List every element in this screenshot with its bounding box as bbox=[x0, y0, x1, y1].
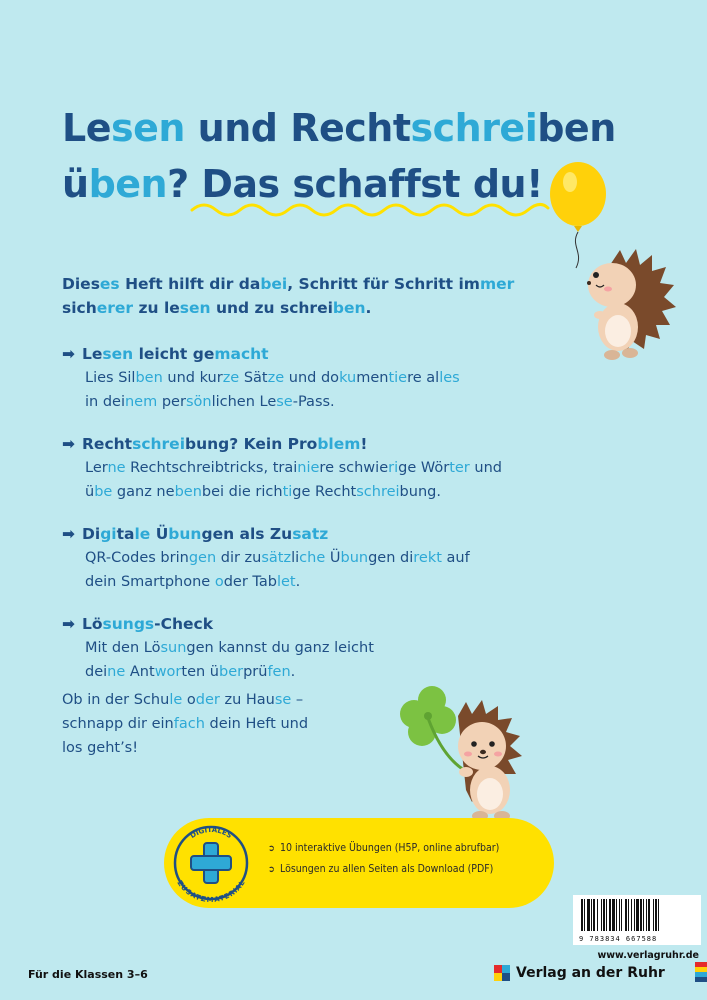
text-segment: Dies bbox=[62, 275, 100, 293]
closing-line bbox=[62, 712, 382, 736]
arrow-right-icon: ➡ bbox=[62, 525, 75, 543]
barcode-bar bbox=[648, 899, 650, 931]
text-segment: sich bbox=[62, 299, 97, 317]
text-segment: le bbox=[134, 525, 151, 543]
text-segment: ze bbox=[222, 370, 240, 386]
barcode-bar bbox=[631, 899, 632, 931]
text-segment: gen als Zu bbox=[201, 525, 293, 543]
text-segment: ü bbox=[85, 484, 95, 500]
barcode-bar bbox=[581, 899, 583, 931]
publisher-name: Verlag an der Ruhr bbox=[516, 965, 665, 981]
hedgehog-clover-illustration bbox=[392, 686, 542, 821]
feature-text-line bbox=[62, 456, 622, 480]
badge-text-top: DIGITALES bbox=[188, 825, 234, 841]
text-segment: bung? Kein Pro bbox=[185, 435, 318, 453]
barcode-bar bbox=[597, 899, 598, 931]
isbn-barcode bbox=[573, 895, 701, 945]
hedgehog-balloon-illustration bbox=[570, 245, 680, 375]
text-segment: ku bbox=[339, 370, 357, 386]
text-segment: ten ü bbox=[181, 664, 219, 680]
text-segment: ne bbox=[107, 664, 126, 680]
arrow-right-icon: ➡ bbox=[62, 345, 75, 363]
text-segment: ne bbox=[107, 460, 126, 476]
text-segment: nem bbox=[124, 394, 158, 410]
text-segment: sungs bbox=[102, 615, 155, 633]
feature-text-line bbox=[62, 660, 622, 684]
text-segment: in dei bbox=[85, 394, 125, 410]
feature-digital bbox=[62, 522, 622, 594]
text-segment: gen di bbox=[368, 550, 414, 566]
feature-heading bbox=[82, 435, 367, 453]
text-segment: ri bbox=[388, 460, 399, 476]
barcode-bar bbox=[653, 899, 654, 931]
text-segment: per bbox=[157, 394, 186, 410]
arrow-circle-icon: ➲ bbox=[268, 844, 275, 854]
feature-heading bbox=[82, 615, 213, 633]
barcode-bar bbox=[584, 899, 585, 931]
text-segment: fen bbox=[267, 664, 291, 680]
barcode-bar bbox=[628, 899, 629, 931]
text-segment: Ü bbox=[325, 550, 341, 566]
text-segment: ben bbox=[88, 162, 168, 206]
text-segment: Ant bbox=[125, 664, 155, 680]
text-segment: Heft hilft dir da bbox=[119, 275, 261, 293]
text-segment: prü bbox=[243, 664, 268, 680]
feature-heading bbox=[82, 345, 269, 363]
text-segment: Le bbox=[82, 345, 103, 363]
headline bbox=[62, 100, 622, 212]
text-segment: ben bbox=[174, 484, 202, 500]
text-segment: ben bbox=[135, 370, 163, 386]
text-segment: Le bbox=[62, 106, 111, 150]
feature-text-line bbox=[62, 480, 622, 504]
barcode-bar bbox=[593, 899, 595, 931]
text-segment: bei bbox=[260, 275, 288, 293]
barcode-bars bbox=[581, 899, 693, 931]
text-segment: zu le bbox=[133, 299, 180, 317]
text-segment: be bbox=[94, 484, 113, 500]
text-segment: Mit den Lö bbox=[85, 640, 161, 656]
digital-bonus-item: ➲ 10 interaktive Übungen (H5P, online abrufbar) bbox=[268, 838, 499, 859]
feature-text-line bbox=[62, 636, 622, 660]
text-segment: dir zu bbox=[216, 550, 262, 566]
barcode-bar bbox=[609, 899, 611, 931]
text-segment: macht bbox=[214, 345, 269, 363]
digital-bonus-item: ➲ Lösungen zu allen Seiten als Download (PDF) bbox=[268, 859, 499, 880]
text-segment: gen bbox=[188, 550, 217, 566]
text-segment: leicht ge bbox=[133, 345, 215, 363]
text-segment: auf bbox=[441, 550, 470, 566]
barcode-bar bbox=[658, 899, 659, 931]
text-segment: bun bbox=[340, 550, 369, 566]
text-segment: dein Smartphone bbox=[85, 574, 215, 590]
text-segment: blem bbox=[317, 435, 361, 453]
text-segment: wor bbox=[154, 664, 182, 680]
text-segment: Di bbox=[82, 525, 101, 543]
text-segment: mer bbox=[479, 275, 515, 293]
text-segment: Recht bbox=[82, 435, 133, 453]
closing-text bbox=[62, 688, 382, 760]
feature-spelling bbox=[62, 432, 622, 504]
text-segment: sen bbox=[179, 299, 211, 317]
feature-text-line bbox=[62, 366, 622, 390]
text-segment: zu Hau bbox=[219, 692, 275, 708]
text-segment: tie bbox=[388, 370, 408, 386]
text-segment: und Recht bbox=[184, 106, 411, 150]
feature-reading bbox=[62, 342, 622, 414]
barcode-bar bbox=[621, 899, 622, 931]
text-segment: schrei bbox=[356, 484, 400, 500]
text-segment: ben bbox=[332, 299, 366, 317]
barcode-bar bbox=[616, 899, 617, 931]
text-segment: bung. bbox=[399, 484, 441, 500]
text-segment: und zu schrei bbox=[210, 299, 333, 317]
text-segment: les bbox=[439, 370, 460, 386]
text-segment: nie bbox=[297, 460, 320, 476]
barcode-number: 9 783834 667588 bbox=[579, 935, 658, 943]
headline-line-1 bbox=[62, 100, 622, 156]
text-segment: ? Das schaffst du! bbox=[167, 162, 543, 206]
text-segment: lichen Le bbox=[211, 394, 277, 410]
text-segment: ü bbox=[62, 162, 89, 206]
text-segment: bun bbox=[168, 525, 202, 543]
barcode-bar bbox=[603, 899, 605, 931]
closing-line bbox=[62, 688, 382, 712]
text-segment: der bbox=[195, 692, 220, 708]
text-segment: Ü bbox=[150, 525, 169, 543]
feature-text-line bbox=[62, 390, 622, 414]
text-segment: fach bbox=[173, 716, 205, 732]
text-segment: Lö bbox=[82, 615, 103, 633]
publisher-logo-icon bbox=[494, 965, 510, 981]
text-segment: sätz bbox=[261, 550, 292, 566]
text-segment: ber bbox=[219, 664, 244, 680]
text-segment: o bbox=[182, 692, 196, 708]
text-segment: ta bbox=[116, 525, 135, 543]
arrow-right-icon: ➡ bbox=[62, 435, 75, 453]
text-segment: erer bbox=[96, 299, 134, 317]
text-segment: QR-Codes brin bbox=[85, 550, 189, 566]
barcode-bar bbox=[643, 899, 644, 931]
text-segment: satz bbox=[292, 525, 329, 543]
text-segment: ganz ne bbox=[112, 484, 175, 500]
arrow-circle-icon: ➲ bbox=[268, 865, 275, 875]
feature-text-line bbox=[62, 570, 622, 594]
barcode-bar bbox=[612, 899, 615, 931]
feature-list bbox=[62, 342, 622, 702]
text-segment: und do bbox=[284, 370, 340, 386]
text-segment: sen bbox=[102, 345, 134, 363]
text-segment: sun bbox=[160, 640, 187, 656]
text-segment: let bbox=[276, 574, 296, 590]
text-segment: rekt bbox=[413, 550, 442, 566]
text-segment: men bbox=[356, 370, 389, 386]
text-segment: und bbox=[469, 460, 502, 476]
text-segment: re al bbox=[407, 370, 440, 386]
digital-bonus-list bbox=[268, 838, 499, 880]
feature-solutions bbox=[62, 612, 622, 684]
barcode-bar bbox=[606, 899, 607, 931]
digital-bonus-badge bbox=[168, 818, 254, 908]
text-segment: gi bbox=[100, 525, 117, 543]
text-segment: le bbox=[169, 692, 183, 708]
barcode-bar bbox=[636, 899, 639, 931]
text-segment: se bbox=[276, 394, 293, 410]
text-segment: ge Recht bbox=[292, 484, 357, 500]
text-segment: schnapp dir ein bbox=[62, 716, 174, 732]
digital-bonus-box bbox=[164, 818, 554, 908]
text-segment: re schwie bbox=[319, 460, 389, 476]
text-segment: schrei bbox=[410, 106, 538, 150]
text-segment: ge Wör bbox=[398, 460, 450, 476]
barcode-bar bbox=[619, 899, 620, 931]
text-segment: ze bbox=[267, 370, 285, 386]
text-segment: li bbox=[291, 550, 300, 566]
text-segment: . bbox=[290, 664, 296, 680]
feature-heading bbox=[82, 525, 328, 543]
text-segment: -Check bbox=[154, 615, 214, 633]
text-segment: Rechtschreibtricks, trai bbox=[125, 460, 298, 476]
wavy-underline bbox=[190, 198, 550, 220]
text-segment: Ob in der Schu bbox=[62, 692, 170, 708]
publisher-logo bbox=[494, 963, 665, 983]
text-segment: che bbox=[299, 550, 326, 566]
barcode-bar bbox=[625, 899, 627, 931]
text-segment: bei die rich bbox=[201, 484, 283, 500]
barcode-bar bbox=[640, 899, 642, 931]
text-segment: . bbox=[365, 299, 372, 317]
text-segment: ti bbox=[282, 484, 293, 500]
feature-text-line bbox=[62, 546, 622, 570]
barcode-bar bbox=[634, 899, 635, 931]
text-segment: gen kannst du ganz leicht bbox=[186, 640, 374, 656]
text-segment: sen bbox=[111, 106, 185, 150]
text-segment: dei bbox=[85, 664, 108, 680]
closing-line bbox=[62, 736, 382, 760]
barcode-bar bbox=[587, 899, 590, 931]
barcode-bar bbox=[591, 899, 592, 931]
text-segment: – bbox=[291, 692, 304, 708]
text-segment: los geht’s! bbox=[62, 740, 139, 756]
text-segment: ter bbox=[449, 460, 470, 476]
arrow-right-icon: ➡ bbox=[62, 615, 75, 633]
text-segment: ben bbox=[537, 106, 616, 150]
badge-text-bottom: ZUSATZMATERIAL bbox=[175, 879, 247, 905]
barcode-bar bbox=[601, 899, 602, 931]
text-segment: sön bbox=[185, 394, 212, 410]
text-segment: dein Heft und bbox=[204, 716, 309, 732]
barcode-bar bbox=[646, 899, 647, 931]
text-segment: Ler bbox=[85, 460, 108, 476]
text-segment: schrei bbox=[132, 435, 186, 453]
text-segment: und kur bbox=[162, 370, 223, 386]
text-segment: o bbox=[214, 574, 224, 590]
text-segment: -Pass. bbox=[292, 394, 335, 410]
text-segment: der Tab bbox=[223, 574, 277, 590]
publisher-url: www.verlagruhr.de bbox=[597, 950, 699, 961]
corner-stripes bbox=[695, 962, 707, 982]
text-segment: , Schritt für Schritt im bbox=[287, 275, 480, 293]
text-segment: se bbox=[274, 692, 292, 708]
text-segment: . bbox=[295, 574, 301, 590]
text-segment: Sät bbox=[239, 370, 268, 386]
grade-level-label: Für die Klassen 3–6 bbox=[28, 968, 148, 981]
text-segment: es bbox=[99, 275, 120, 293]
intro-text bbox=[62, 272, 582, 320]
barcode-bar bbox=[655, 899, 657, 931]
text-segment: Lies Sil bbox=[85, 370, 136, 386]
text-segment: ! bbox=[360, 435, 368, 453]
